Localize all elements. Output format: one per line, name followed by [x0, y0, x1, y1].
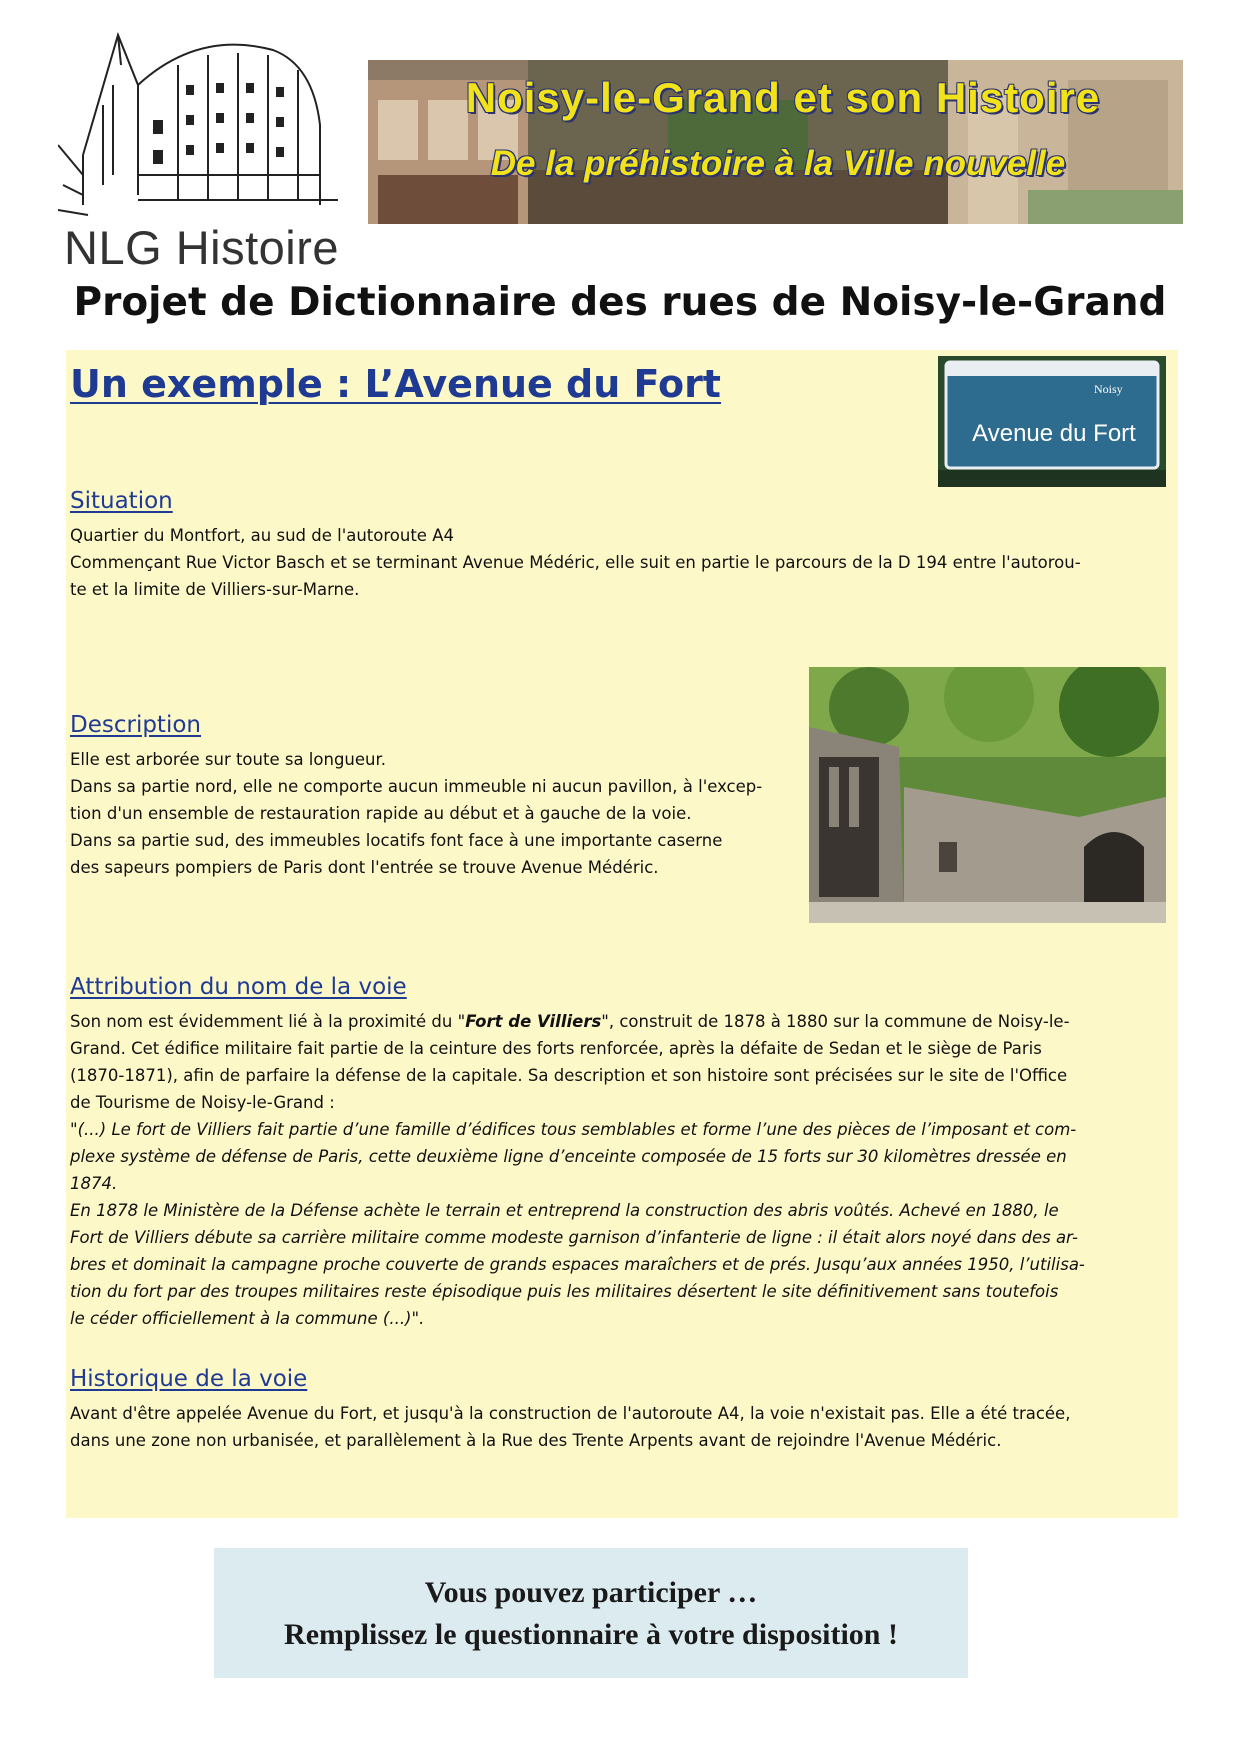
attribution-line: (1870-1871), afin de parfaire la défense de la capitale. Sa description et son histoire sont précisées sur le site de l'Office: [70, 1066, 1068, 1085]
sign-brand: Noisy: [1094, 382, 1123, 396]
cta-line-2: Remplissez le questionnaire à votre disposition !: [284, 1618, 898, 1651]
description-line: Dans sa partie nord, elle ne comporte aucun immeuble ni aucun pavillon, à l'excep-: [70, 777, 763, 796]
nlg-logo: [58, 25, 358, 275]
logo-text: NLG Histoire: [64, 221, 340, 274]
description-line: tion d'un ensemble de restauration rapide au début et à gauche de la voie.: [70, 804, 692, 823]
description-line: Elle est arborée sur toute sa longueur.: [70, 750, 386, 769]
fort-photo: [809, 667, 1166, 923]
call-to-action-box: [214, 1548, 968, 1678]
historique-line: dans une zone non urbanisée, et parallèlement à la Rue des Trente Arpents avant de rejoindre l'Avenue Médéric.: [70, 1431, 1002, 1450]
attribution-text: [70, 1008, 1170, 1332]
sign-label: Avenue du Fort: [972, 420, 1136, 447]
situation-text: [70, 522, 1170, 603]
banner-subtitle: De la préhistoire à la Ville nouvelle: [490, 144, 1066, 183]
attribution-heading: Attribution du nom de la voie: [70, 974, 407, 1000]
quote-line: Fort de Villiers débute sa carrière militaire comme modeste garnison d’infanterie de ligne : il était alors noyé dans des ar-: [70, 1228, 1078, 1247]
header-banner: [368, 60, 1183, 224]
quote-line: le céder officiellement à la commune (...)".: [70, 1309, 425, 1328]
description-line: des sapeurs pompiers de Paris dont l'entrée se trouve Avenue Médéric.: [70, 858, 659, 877]
quote-line: bres et dominait la campagne proche couverte de grands espaces maraîchers et de prés. Jusqu’aux années 1950, l’utilisa-: [70, 1255, 1085, 1274]
historique-line: Avant d'être appelée Avenue du Fort, et jusqu'à la construction de l'autoroute A4, la voie n'existait pas. Elle a été tracée,: [70, 1404, 1071, 1423]
banner-title: Noisy-le-Grand et son Histoire: [465, 74, 1101, 121]
situation-line: Quartier du Montfort, au sud de l'autoroute A4: [70, 526, 454, 545]
attribution-line: de Tourisme de Noisy-le-Grand :: [70, 1093, 335, 1112]
attribution-line: Grand. Cet édifice militaire fait partie de la ceinture des forts renforcée, après la défaite de Sedan et le siège de Paris: [70, 1039, 1042, 1058]
sketch-church-and-building-icon: [58, 25, 358, 225]
historique-heading: Historique de la voie: [70, 1366, 308, 1392]
description-line: Dans sa partie sud, des immeubles locatifs font face à une importante caserne: [70, 831, 723, 850]
attribution-intro-after: ", construit de 1878 à 1880 sur la commune de Noisy-le-: [601, 1012, 1070, 1031]
cta-line-1: Vous pouvez participer …: [424, 1576, 758, 1609]
quote-line: tion du fort par des troupes militaires reste épisodique puis les militaires désertent le site définitivement sans toutefois: [70, 1282, 1059, 1301]
attribution-intro: [70, 1008, 1170, 1035]
quote-line: 1874.: [70, 1174, 118, 1193]
situation-line: te et la limite de Villiers-sur-Marne.: [70, 580, 360, 599]
quote-line: plexe système de défense de Paris, cette deuxième ligne d’enceinte composée de 15 forts sur 30 kilomètres dressée en: [70, 1147, 1067, 1166]
quote-line: En 1878 le Ministère de la Défense achète le terrain et entreprend la construction des abris voûtés. Achevé en 1880, le: [70, 1201, 1059, 1220]
attribution-intro-before: Son nom est évidemment lié à la proximité du ": [70, 1012, 466, 1031]
historique-text: [70, 1400, 1170, 1454]
street-sign-photo: [938, 356, 1166, 487]
fort-name: Fort de Villiers: [465, 1012, 602, 1031]
situation-heading: Situation: [70, 488, 173, 514]
example-title: Un exemple : L’Avenue du Fort: [70, 362, 721, 406]
situation-line: Commençant Rue Victor Basch et se terminant Avenue Médéric, elle suit en partie le parcours de la D 194 entre l'autorou-: [70, 553, 1081, 572]
page-title: Projet de Dictionnaire des rues de Noisy-le-Grand: [73, 280, 1167, 325]
description-heading: Description: [70, 712, 201, 738]
fort-de-villiers-photo-icon: [809, 667, 1166, 923]
quote-line: "(...) Le fort de Villiers fait partie d’une famille d’édifices tous semblables et forme l’une des pièces de l’imposant et com-: [70, 1120, 1077, 1139]
description-text: [70, 746, 805, 881]
